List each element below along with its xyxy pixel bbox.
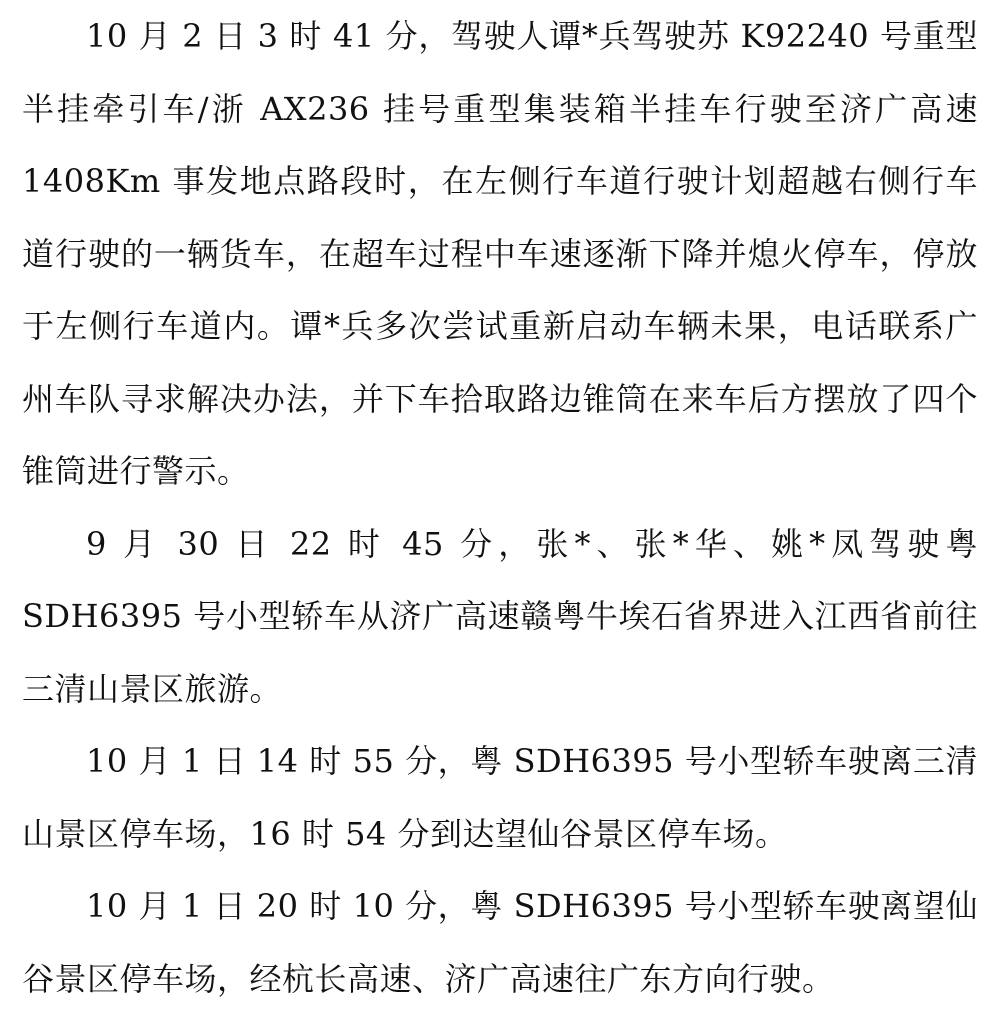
- paragraph-car-sanqingshan: 10 月 1 日 14 时 55 分，粤 SDH6395 号小型轿车驶离三清山景区停车场，16 时 54 分到达望仙谷景区停车场。: [22, 742, 978, 853]
- paragraph-truck-breakdown: 10 月 2 日 3 时 41 分，驾驶人谭*兵驾驶苏 K92240 号重型半挂牵引车/浙 AX236 挂号重型集装箱半挂车行驶至济广高速 1408Km 事发地点路段时，在左侧行车道行驶计划超越右侧行车道行驶的一辆货车，在超车过程中车速逐渐下降并熄火停车，停放于左侧行车道内。谭*兵多次尝试重新启动车辆未果，电话联系广州车队寻求解决办法，并下车拾取路边锥筒在来车后方摆放了四个锥筒进行警示。: [22, 17, 978, 490]
- paragraph-car-entry: 9 月 30 日 22 时 45 分，张*、张*华、姚*凤驾驶粤 SDH6395 号小型轿车从济广高速赣粤牛埃石省界进入江西省前往三清山景区旅游。: [22, 524, 978, 708]
- paragraph-car-wangxiangu: 10 月 1 日 20 时 10 分，粤 SDH6395 号小型轿车驶离望仙谷景区停车场，经杭长高速、济广高速往广东方向行驶。: [22, 887, 978, 998]
